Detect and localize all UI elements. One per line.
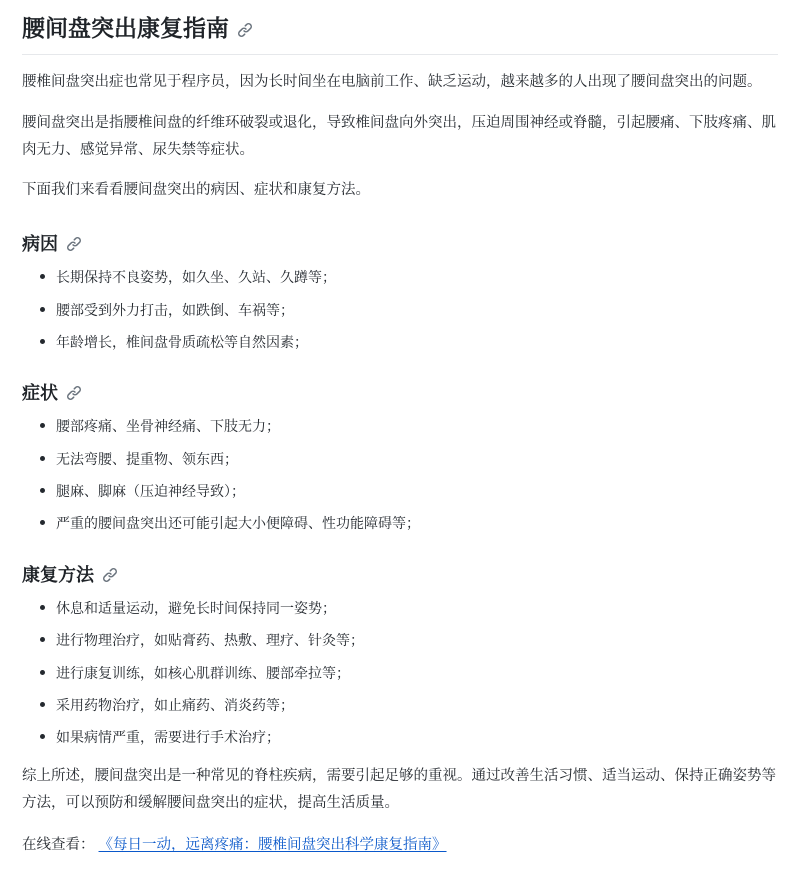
online-guide-link[interactable]: 《每日一动，远离疼痛：腰椎间盘突出科学康复指南》	[98, 837, 447, 854]
section-heading-causes	[22, 230, 778, 256]
list-item: 进行物理治疗，如贴膏药、热敷、理疗、针灸等；	[56, 629, 778, 651]
section-heading-causes-text: 病因	[22, 234, 58, 255]
intro-paragraph-3: 下面我们来看看腰间盘突出的病因、症状和康复方法。	[22, 182, 370, 199]
page-title-text: 腰间盘突出康复指南	[22, 15, 229, 41]
rehabilitation-list	[22, 597, 778, 749]
online-view-line	[22, 832, 778, 859]
list-item: 长期保持不良姿势，如久坐、久站、久蹲等；	[56, 266, 778, 288]
list-item: 休息和适量运动，避免长时间保持同一姿势；	[56, 597, 778, 619]
conclusion-paragraph: 综上所述，腰间盘突出是一种常见的脊柱疾病，需要引起足够的重视。通过改善生活习惯、适当运动、保持正确姿势等方法，可以预防和缓解腰间盘突出的症状，提高生活质量。	[22, 767, 776, 811]
anchor-link-icon[interactable]	[66, 236, 82, 252]
anchor-link-icon[interactable]	[66, 385, 82, 401]
list-item: 腰部疼痛、坐骨神经痛、下肢无力；	[56, 415, 778, 437]
intro-paragraph-2: 腰间盘突出是指腰椎间盘的纤维环破裂或退化，导致椎间盘向外突出，压迫周围神经或脊髓，引起腰痛、下肢疼痛、肌肉无力、感觉异常、尿失禁等症状。	[22, 114, 776, 158]
causes-list	[22, 266, 778, 353]
section-heading-symptoms	[22, 379, 778, 405]
list-item: 如果病情严重，需要进行手术治疗；	[56, 726, 778, 748]
online-view-prefix: 在线查看：	[22, 837, 95, 854]
list-item: 无法弯腰、提重物、领东西；	[56, 448, 778, 470]
page-title	[22, 14, 778, 55]
list-item: 采用药物治疗，如止痛药、消炎药等；	[56, 694, 778, 716]
intro-paragraph-1: 腰椎间盘突出症也常见于程序员，因为长时间坐在电脑前工作、缺乏运动，越来越多的人出现了腰间盘突出的问题。	[22, 73, 762, 90]
list-item: 年龄增长，椎间盘骨质疏松等自然因素；	[56, 331, 778, 353]
list-item: 腿麻、脚麻（压迫神经导致）；	[56, 480, 778, 502]
section-heading-rehabilitation	[22, 561, 778, 587]
anchor-link-icon[interactable]	[237, 22, 253, 38]
list-item: 进行康复训练，如核心肌群训练、腰部牵拉等；	[56, 662, 778, 684]
section-heading-rehabilitation-text: 康复方法	[22, 564, 94, 585]
section-heading-symptoms-text: 症状	[22, 383, 58, 404]
list-item: 腰部受到外力打击，如跌倒、车祸等；	[56, 299, 778, 321]
anchor-link-icon[interactable]	[102, 567, 118, 583]
symptoms-list	[22, 415, 778, 535]
list-item: 严重的腰间盘突出还可能引起大小便障碍、性功能障碍等；	[56, 512, 778, 534]
